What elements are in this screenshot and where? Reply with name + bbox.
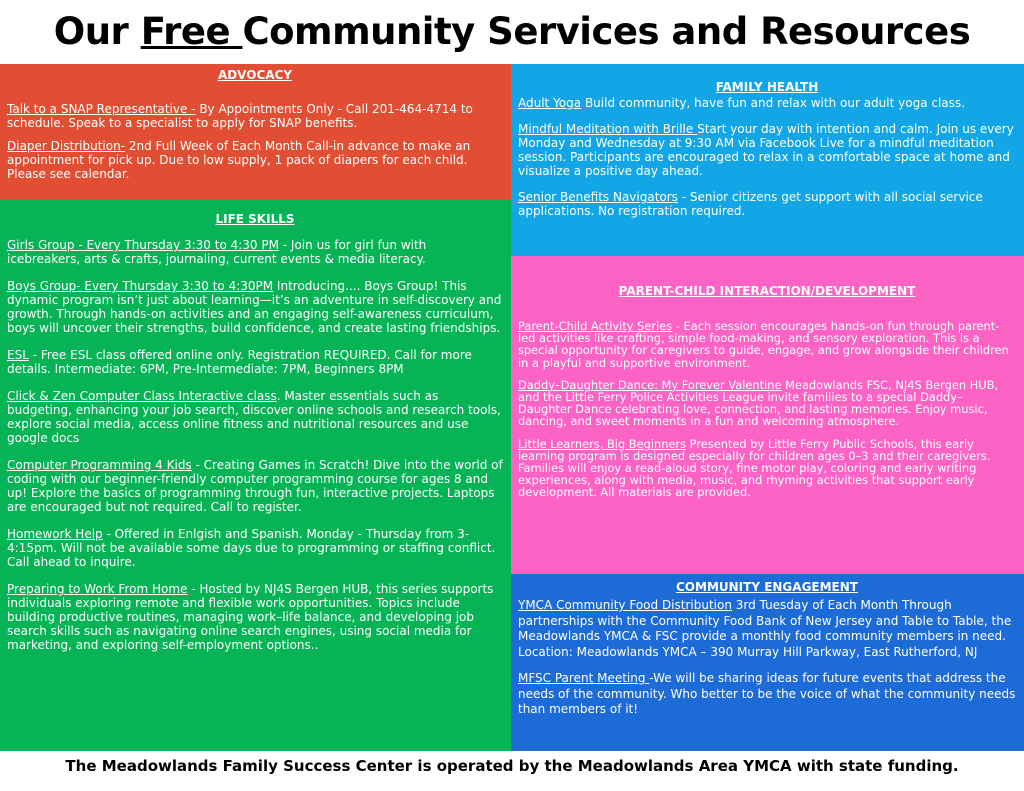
entry-title[interactable]: Parent-Child Activity Series [518,319,673,333]
entry-title[interactable]: ESL [7,348,29,362]
entry-text: - Hosted by NJ4S Bergen HUB, this series supports individuals exploring remote and flexible work opportunities. Topics include building productive routines, managing work–life balance, and developing job search skills such as navigating online search engines, using social media for marketing, and exploring self-employment options.. [7,582,494,652]
parent-child-entry-dance [518,379,1016,428]
entry-title[interactable]: Girls Group - Every Thursday 3:30 to 4:30 PM [7,238,279,252]
page-title [0,10,1024,53]
entry-text: Start your day with intention and calm. Join us every Monday and Wednesday at 9:30 AM via Facebook Live for a mindful meditation session. Participants are encouraged to relax in a comfortable space at home and visualize a positive day ahead. [518,122,1014,178]
entry-text: 2nd Full Week of Each Month Call-in advance to make an appointment for pick up. Due to low supply, 1 pack of diapers for each child. Please see calendar. [7,139,471,181]
footer-note: The Meadowlands Family Success Center is operated by the Meadowlands Area YMCA with state funding. [65,757,959,775]
family-health-entry-meditation [518,122,1016,178]
community-entry-parent-meeting [518,671,1016,718]
entry-text: - Senior citizens get support with all social service applications. No registration required. [518,190,983,218]
life-skills-entry-homework [7,527,503,569]
parent-child-entry-little-learners [518,438,1016,499]
entry-title[interactable]: Little Learners, Big Beginners [518,436,687,451]
entry-title[interactable]: Preparing to Work From Home [7,582,188,596]
entry-title[interactable]: Daddy–Daughter Dance: My Forever Valentine [518,377,782,392]
advocacy-entry-snap [7,102,503,130]
entry-text: - Each session encourages hands-on fun through parent-led activities like crafting, simple food-making, and sensory exploration. This is a special opportunity for caregivers to guide, engage, and grow alongside their children in a playful and supportive environment. [518,319,1009,370]
entry-title[interactable]: Talk to a SNAP Representative - [7,102,196,116]
entry-title[interactable]: Mindful Meditation with Brille [518,122,698,136]
life-skills-heading: LIFE SKILLS [215,212,295,226]
entry-text: - Free ESL class offered online only. Registration REQUIRED. Call for more details. Intermediate: 6PM, Pre-Intermediate: 7PM, Beginners 8PM [7,348,472,376]
life-skills-entry-programming [7,458,503,514]
title-emphasis: Free [140,10,243,53]
entry-text: - Creating Games in Scratch! Dive into the world of coding with our beginner-friendly computer programming course for ages 8 and up! Explore the basics of programming through fun, interactive projects. Laptops are encouraged but not required. Call to register. [7,458,503,514]
advocacy-entry-diaper [7,139,503,181]
title-prefix: Our [53,10,141,53]
life-skills-entry-boys-group [7,279,503,335]
entry-text: - Offered in Enlgish and Spanish. Monday - Thursday from 3-4:15pm. Will not be available some days due to programming or staffing conflict. Call ahead to inquire. [7,527,496,569]
life-skills-panel [0,200,511,751]
life-skills-entry-work-from-home [7,582,503,652]
advocacy-heading: ADVOCACY [217,68,293,82]
life-skills-entry-girls-group [7,238,503,266]
entry-title[interactable]: MFSC Parent Meeting [518,671,650,685]
entry-title[interactable]: Click & Zen Computer Class Interactive class [7,389,277,403]
entry-title[interactable]: Homework Help [7,527,103,541]
entry-title[interactable]: Diaper Distribution- [7,139,126,153]
parent-child-entry-activity-series [518,320,1016,369]
family-health-heading: FAMILY HEALTH [715,80,819,94]
family-health-entry-yoga [518,96,1016,110]
entry-text: 3rd Tuesday of Each Month Through partnerships with the Community Food Bank of New Jersey and Table to Table, the Meadowlands YMCA & FSC provide a monthly food community members in need. Location: Meadowlands YMCA – 390 Murray Hill Parkway, East Rutherford, NJ [518,598,1012,659]
life-skills-entry-esl [7,348,503,376]
entry-text: Build community, have fun and relax with our adult yoga class. [581,96,965,110]
parent-child-heading: PARENT-CHILD INTERACTION/DEVELOPMENT [618,284,916,298]
advocacy-panel [0,64,511,200]
title-suffix: Community Services and Resources [242,10,971,53]
entry-title[interactable]: Boys Group- Every Thursday 3:30 to 4:30PM [7,279,274,293]
entry-text: By Appointments Only - Call 201-464-4714 to schedule. Speak to a specialist to apply for SNAP benefits. [7,102,473,130]
life-skills-entry-computer-class [7,389,503,445]
entry-text: Presented by Little Ferry Public Schools, this early learning program is designed especially for children ages 0–3 and their caregivers. Families will enjoy a read-aloud story, fine motor play, coloring and early writing experiences, along with media, music, and rhyming activities that support early development. All materials are provided. [518,436,991,500]
parent-child-panel [511,256,1024,574]
entry-title[interactable]: YMCA Community Food Distribution [518,598,732,612]
family-health-entry-senior [518,190,1016,218]
community-entry-food [518,598,1016,660]
entry-text: -We will be sharing ideas for future events that address the needs of the community. Who better to be the voice of what the community needs than members of it! [518,671,1016,716]
entry-text: Introducing.... Boys Group! This dynamic program isn’t just about learning—it’s an adventure in self-discovery and growth. Through hands-on activities and an engaging self-awareness curriculum, boys will uncover their strengths, build confidence, and create lasting friendships. [7,279,502,335]
entry-text: Meadowlands FSC, NJ4S Bergen HUB, and the Little Ferry Police Activities League invite families to a special Daddy–Daughter Dance celebrating love, connection, and lasting memories. Enjoy music, dancing, and sweet moments in a fun and welcoming atmosphere. [518,377,999,429]
community-panel [511,574,1024,751]
community-heading: COMMUNITY ENGAGEMENT [676,580,858,594]
entry-text: - Join us for girl fun with icebreakers, arts & crafts, journaling, current events & media literacy. [7,238,427,266]
entry-title[interactable]: Adult Yoga [518,96,582,110]
entry-text: . Master essentials such as budgeting, enhancing your job search, discover online schools and research tools, explore social media, access online fitness and nutritional resources and use google docs [7,389,501,445]
entry-title[interactable]: Senior Benefits Navigators [518,190,678,204]
entry-title[interactable]: Computer Programming 4 Kids [7,458,192,472]
family-health-panel [511,64,1024,256]
